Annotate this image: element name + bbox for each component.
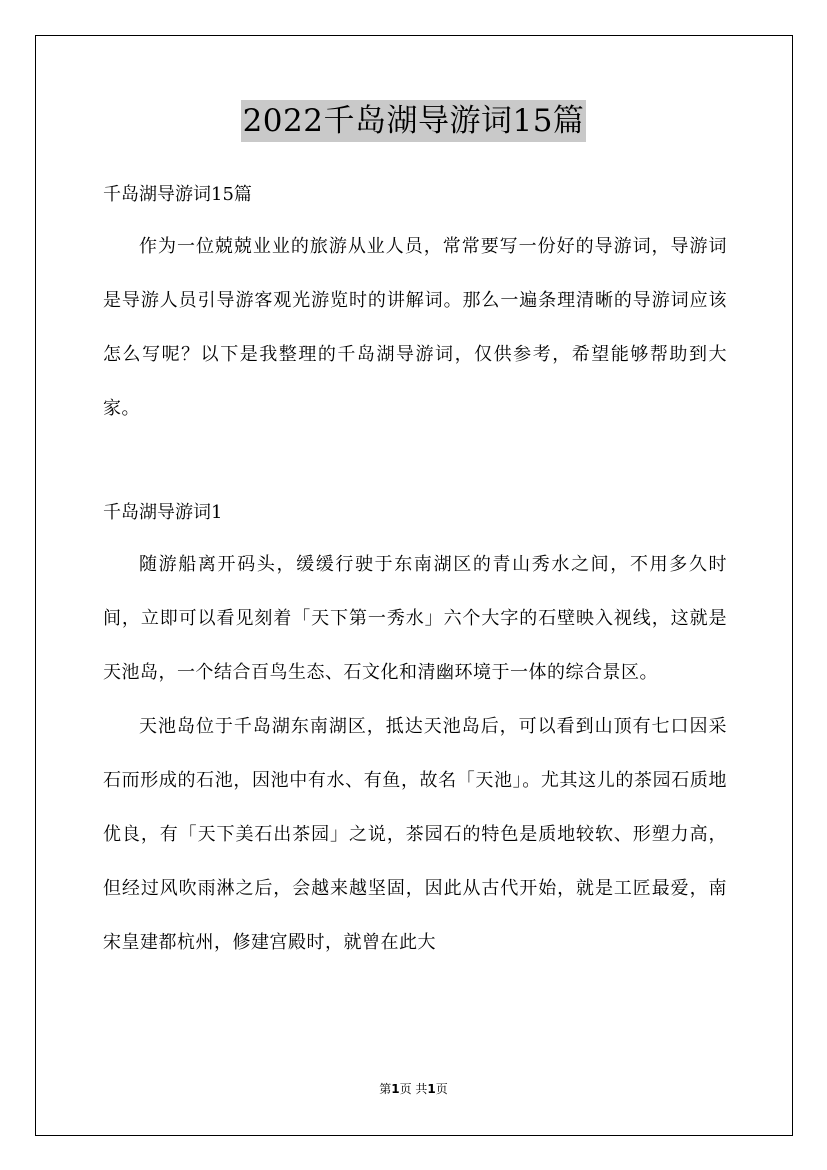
page-footer	[0, 1080, 827, 1097]
intro-paragraph: 作为一位兢兢业业的旅游从业人员，常常要写一份好的导游词，导游词是导游人员引导游客观光游览时的讲解词。那么一遍条理清晰的导游词应该怎么写呢？以下是我整理的千岛湖导游词，仅供参考，希望能够帮助到大家。	[103, 236, 727, 419]
subtitle: 千岛湖导游词15篇	[103, 184, 252, 205]
title-container	[0, 100, 827, 142]
document-title: 2022千岛湖导游词15篇	[241, 100, 587, 142]
page-total: 1	[427, 1082, 436, 1096]
section-paragraph-1: 随游船离开码头，缓缓行驶于东南湖区的青山秀水之间，不用多久时间，立即可以看见刻着「天下第一秀水」六个大字的石壁映入视线，这就是天池岛，一个结合百鸟生态、石文化和清幽环境于一体的综合景区。	[103, 554, 727, 683]
section-paragraph-2: 天池岛位于千岛湖东南湖区，抵达天池岛后，可以看到山顶有七口因采石而形成的石池，因池中有水、有鱼，故名「天池」。尤其这儿的茶园石质地优良，有「天下美石出茶园」之说，茶园石的特色是质地较软、形塑力高，但经过风吹雨淋之后，会越来越坚固，因此从古代开始，就是工匠最爱，南宋皇建都杭州，修建宫殿时，就曾在此大	[103, 716, 727, 953]
footer-mid: 页 共	[399, 1082, 428, 1096]
section-heading: 千岛湖导游词1	[103, 502, 223, 523]
page-number: 1	[391, 1082, 400, 1096]
document-body	[103, 170, 727, 970]
footer-suffix: 页	[435, 1082, 448, 1096]
section-gap	[103, 436, 727, 488]
footer-prefix: 第	[379, 1082, 392, 1096]
